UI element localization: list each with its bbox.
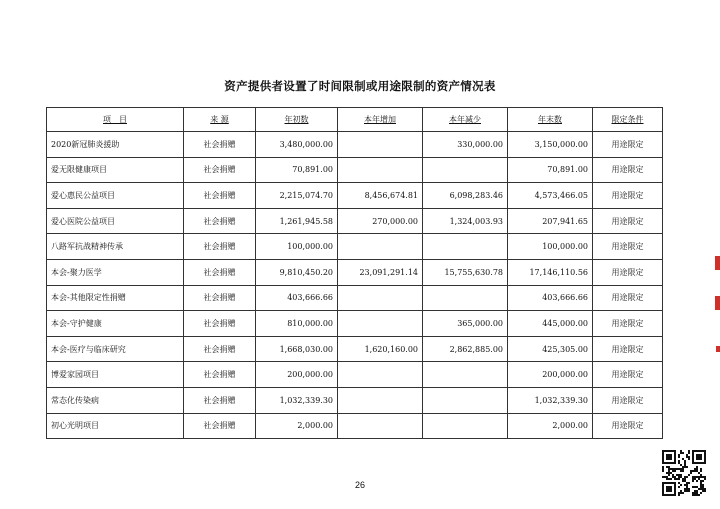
condition-cell: 用途限定 [593, 311, 663, 337]
condition-cell: 用途限定 [593, 285, 663, 311]
column-header: 年初数 [256, 108, 338, 132]
condition-cell: 用途限定 [593, 336, 663, 362]
row-name-cell: 爱心医院公益项目 [47, 208, 184, 234]
table-row [47, 311, 663, 337]
table-row [47, 413, 663, 439]
increase-cell: 8,456,674.81 [338, 183, 423, 209]
end-balance-cell: 200,000.00 [508, 362, 593, 388]
source-cell: 社会捐赠 [184, 259, 256, 285]
table-row [47, 285, 663, 311]
decrease-cell: 365,000.00 [423, 311, 508, 337]
condition-cell: 用途限定 [593, 387, 663, 413]
begin-balance-cell: 70,891.00 [256, 157, 338, 183]
end-balance-cell: 4,573,466.05 [508, 183, 593, 209]
decrease-cell [423, 362, 508, 388]
table-header-row [47, 108, 663, 132]
page-number: 26 [354, 480, 365, 490]
table-row [47, 132, 663, 158]
increase-cell: 23,091,291.14 [338, 259, 423, 285]
table-row [47, 362, 663, 388]
source-cell: 社会捐赠 [184, 132, 256, 158]
end-balance-cell: 403,666.66 [508, 285, 593, 311]
begin-balance-cell: 1,261,945.58 [256, 208, 338, 234]
begin-balance-cell: 403,666.66 [256, 285, 338, 311]
row-name-cell: 2020新冠肺炎援助 [47, 132, 184, 158]
condition-cell: 用途限定 [593, 362, 663, 388]
end-balance-cell: 100,000.00 [508, 234, 593, 260]
increase-cell [338, 387, 423, 413]
row-name-cell: 爱无限健康项目 [47, 157, 184, 183]
source-cell: 社会捐赠 [184, 157, 256, 183]
decrease-cell: 15,755,630.78 [423, 259, 508, 285]
begin-balance-cell: 2,215,074.70 [256, 183, 338, 209]
decrease-cell: 6,098,283.46 [423, 183, 508, 209]
begin-balance-cell: 1,032,339.30 [256, 387, 338, 413]
column-header: 来 源 [184, 108, 256, 132]
table-row [47, 387, 663, 413]
decrease-cell: 330,000.00 [423, 132, 508, 158]
row-name-cell: 博爱家园项目 [47, 362, 184, 388]
condition-cell: 用途限定 [593, 259, 663, 285]
row-name-cell: 常态化传染病 [47, 387, 184, 413]
increase-cell [338, 285, 423, 311]
column-header: 本年减少 [423, 108, 508, 132]
source-cell: 社会捐赠 [184, 285, 256, 311]
column-header: 项 目 [47, 108, 184, 132]
source-cell: 社会捐赠 [184, 208, 256, 234]
increase-cell: 1,620,160.00 [338, 336, 423, 362]
end-balance-cell: 207,941.65 [508, 208, 593, 234]
end-balance-cell: 1,032,339.30 [508, 387, 593, 413]
source-cell: 社会捐赠 [184, 387, 256, 413]
increase-cell [338, 234, 423, 260]
row-name-cell: 本会-守护健康 [47, 311, 184, 337]
condition-cell: 用途限定 [593, 157, 663, 183]
condition-cell: 用途限定 [593, 234, 663, 260]
decrease-cell: 1,324,003.93 [423, 208, 508, 234]
begin-balance-cell: 1,668,030.00 [256, 336, 338, 362]
increase-cell [338, 132, 423, 158]
end-balance-cell: 17,146,110.56 [508, 259, 593, 285]
column-header: 年末数 [508, 108, 593, 132]
increase-cell [338, 311, 423, 337]
table-row [47, 234, 663, 260]
begin-balance-cell: 200,000.00 [256, 362, 338, 388]
page-title: 资产提供者设置了时间限制或用途限制的资产情况表 [224, 79, 496, 93]
column-header: 本年增加 [338, 108, 423, 132]
end-balance-cell: 2,000.00 [508, 413, 593, 439]
source-cell: 社会捐赠 [184, 183, 256, 209]
increase-cell: 270,000.00 [338, 208, 423, 234]
begin-balance-cell: 810,000.00 [256, 311, 338, 337]
increase-cell [338, 413, 423, 439]
table-row [47, 208, 663, 234]
edge-stamp-mark [715, 296, 720, 310]
condition-cell: 用途限定 [593, 132, 663, 158]
qr-code [662, 450, 706, 496]
table-row [47, 183, 663, 209]
source-cell: 社会捐赠 [184, 234, 256, 260]
row-name-cell: 本会-其他限定性捐赠 [47, 285, 184, 311]
row-name-cell: 本会-医疗与临床研究 [47, 336, 184, 362]
condition-cell: 用途限定 [593, 413, 663, 439]
end-balance-cell: 425,305.00 [508, 336, 593, 362]
row-name-cell: 本会-聚力医学 [47, 259, 184, 285]
end-balance-cell: 3,150,000.00 [508, 132, 593, 158]
decrease-cell [423, 157, 508, 183]
restricted-assets-table [46, 107, 663, 439]
begin-balance-cell: 3,480,000.00 [256, 132, 338, 158]
decrease-cell [423, 285, 508, 311]
increase-cell [338, 362, 423, 388]
begin-balance-cell: 2,000.00 [256, 413, 338, 439]
condition-cell: 用途限定 [593, 208, 663, 234]
decrease-cell: 2,862,885.00 [423, 336, 508, 362]
table-row [47, 259, 663, 285]
decrease-cell [423, 387, 508, 413]
condition-cell: 用途限定 [593, 183, 663, 209]
row-name-cell: 爱心惠民公益项目 [47, 183, 184, 209]
table-row [47, 336, 663, 362]
edge-stamp-mark [716, 346, 720, 352]
source-cell: 社会捐赠 [184, 413, 256, 439]
begin-balance-cell: 100,000.00 [256, 234, 338, 260]
end-balance-cell: 70,891.00 [508, 157, 593, 183]
row-name-cell: 八路军抗战精神传承 [47, 234, 184, 260]
row-name-cell: 初心光明项目 [47, 413, 184, 439]
source-cell: 社会捐赠 [184, 336, 256, 362]
table-row [47, 157, 663, 183]
source-cell: 社会捐赠 [184, 311, 256, 337]
column-header: 限定条件 [593, 108, 663, 132]
end-balance-cell: 445,000.00 [508, 311, 593, 337]
source-cell: 社会捐赠 [184, 362, 256, 388]
increase-cell [338, 157, 423, 183]
decrease-cell [423, 234, 508, 260]
decrease-cell [423, 413, 508, 439]
edge-stamp-mark [715, 256, 720, 270]
begin-balance-cell: 9,810,450.20 [256, 259, 338, 285]
